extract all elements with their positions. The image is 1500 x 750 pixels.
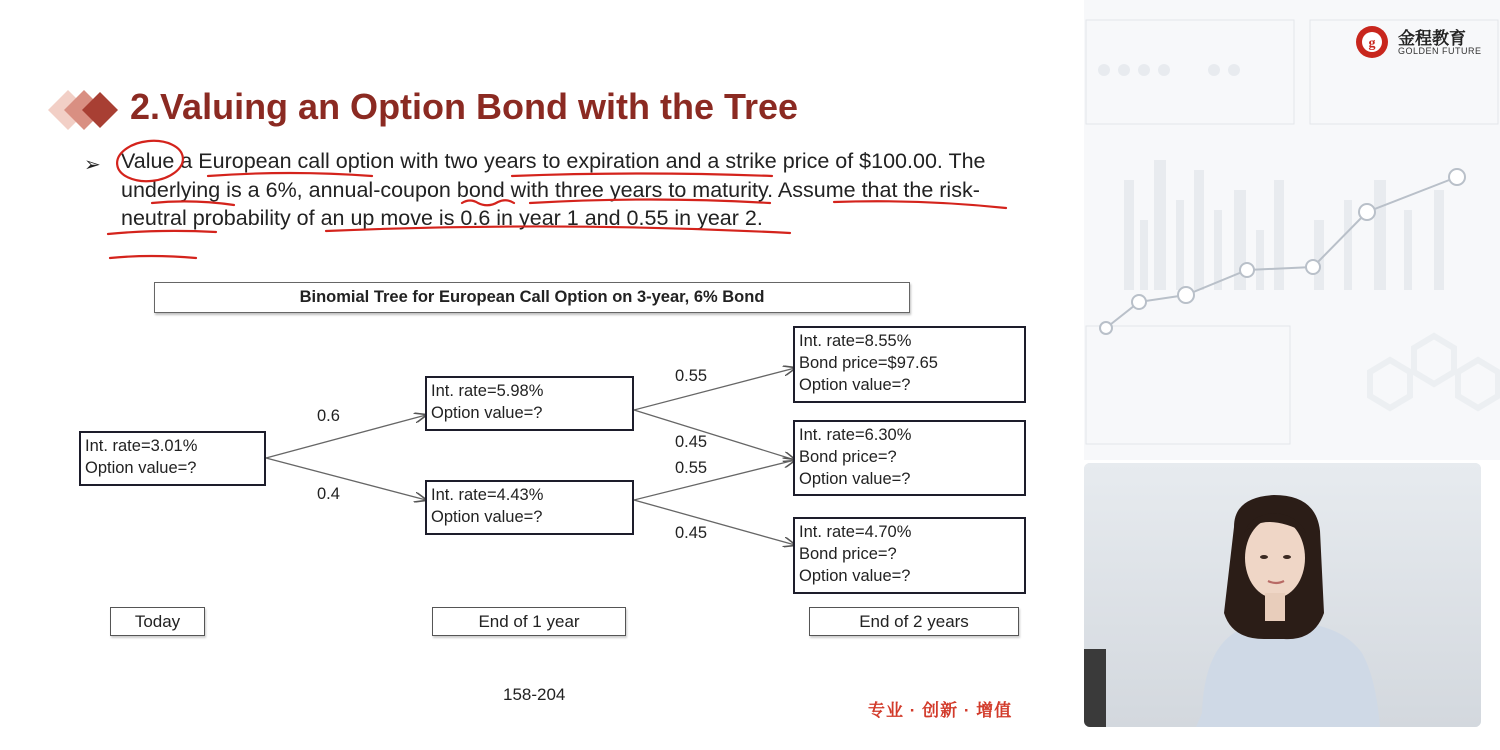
prob-year1-down: 0.4 bbox=[317, 485, 340, 503]
node-option-value: Option value=? bbox=[799, 376, 911, 394]
prob-year1-up: 0.6 bbox=[317, 407, 340, 425]
slide-title: 2.Valuing an Option Bond with the Tree bbox=[130, 86, 799, 127]
prob-year2-up-down: 0.45 bbox=[675, 433, 708, 451]
node-bond-price: Bond price=? bbox=[799, 545, 897, 563]
node-year1-down bbox=[425, 480, 634, 535]
node-option-value: Option value=? bbox=[799, 470, 911, 488]
time-label-today: Today bbox=[110, 607, 205, 636]
bullet-arrow-icon: ➢ bbox=[84, 154, 101, 176]
node-rate: Int. rate=3.01% bbox=[85, 437, 198, 455]
node-rate: Int. rate=4.70% bbox=[799, 523, 912, 541]
infographic-background-icon bbox=[1084, 0, 1500, 460]
node-option-value: Option value=? bbox=[431, 404, 543, 422]
node-option-value: Option value=? bbox=[431, 508, 543, 526]
svg-text:g: g bbox=[1368, 36, 1376, 51]
logo-name-en: GOLDEN FUTURE bbox=[1398, 46, 1482, 56]
node-bond-price: Bond price=? bbox=[799, 448, 897, 466]
tree-title: Binomial Tree for European Call Option on 3-year, 6% Bond bbox=[154, 282, 910, 313]
prob-year2-down-up: 0.55 bbox=[675, 459, 708, 477]
logo-name-cn: 金程教育 bbox=[1398, 29, 1466, 48]
time-label-year2: End of 2 years bbox=[809, 607, 1019, 636]
page-number: 158-204 bbox=[503, 685, 566, 704]
node-rate: Int. rate=6.30% bbox=[799, 426, 912, 444]
decorative-background bbox=[1084, 0, 1500, 460]
presenter-video bbox=[1084, 463, 1481, 727]
node-option-value: Option value=? bbox=[799, 567, 911, 585]
node-rate: Int. rate=4.43% bbox=[431, 486, 544, 504]
prob-year2-up-up: 0.55 bbox=[675, 367, 708, 385]
node-rate: Int. rate=8.55% bbox=[799, 332, 912, 350]
time-label-year1: End of 1 year bbox=[432, 607, 626, 636]
node-option-value: Option value=? bbox=[85, 459, 197, 477]
presenter-figure-icon bbox=[1084, 463, 1481, 727]
node-year1-up bbox=[425, 376, 634, 431]
slogan: 专业 · 创新 · 增值 bbox=[868, 701, 1013, 720]
golden-future-logo bbox=[1354, 24, 1394, 60]
node-bond-price: Bond price=$97.65 bbox=[799, 354, 938, 372]
node-rate: Int. rate=5.98% bbox=[431, 382, 544, 400]
node-year2-down-down bbox=[793, 517, 1026, 594]
node-today bbox=[79, 431, 266, 486]
problem-statement: Value a European call option with two years to expiration and a strike price of $100.00. The underlying is a 6%, annual-coupon bond with three years to maturity. Assume that the risk-neutral probability of an up move is 0.6 in year 1 and 0.55 in year 2. bbox=[121, 149, 986, 230]
node-year2-up-down bbox=[793, 420, 1026, 496]
node-year2-up-up bbox=[793, 326, 1026, 403]
prob-year2-down-down: 0.45 bbox=[675, 524, 708, 542]
